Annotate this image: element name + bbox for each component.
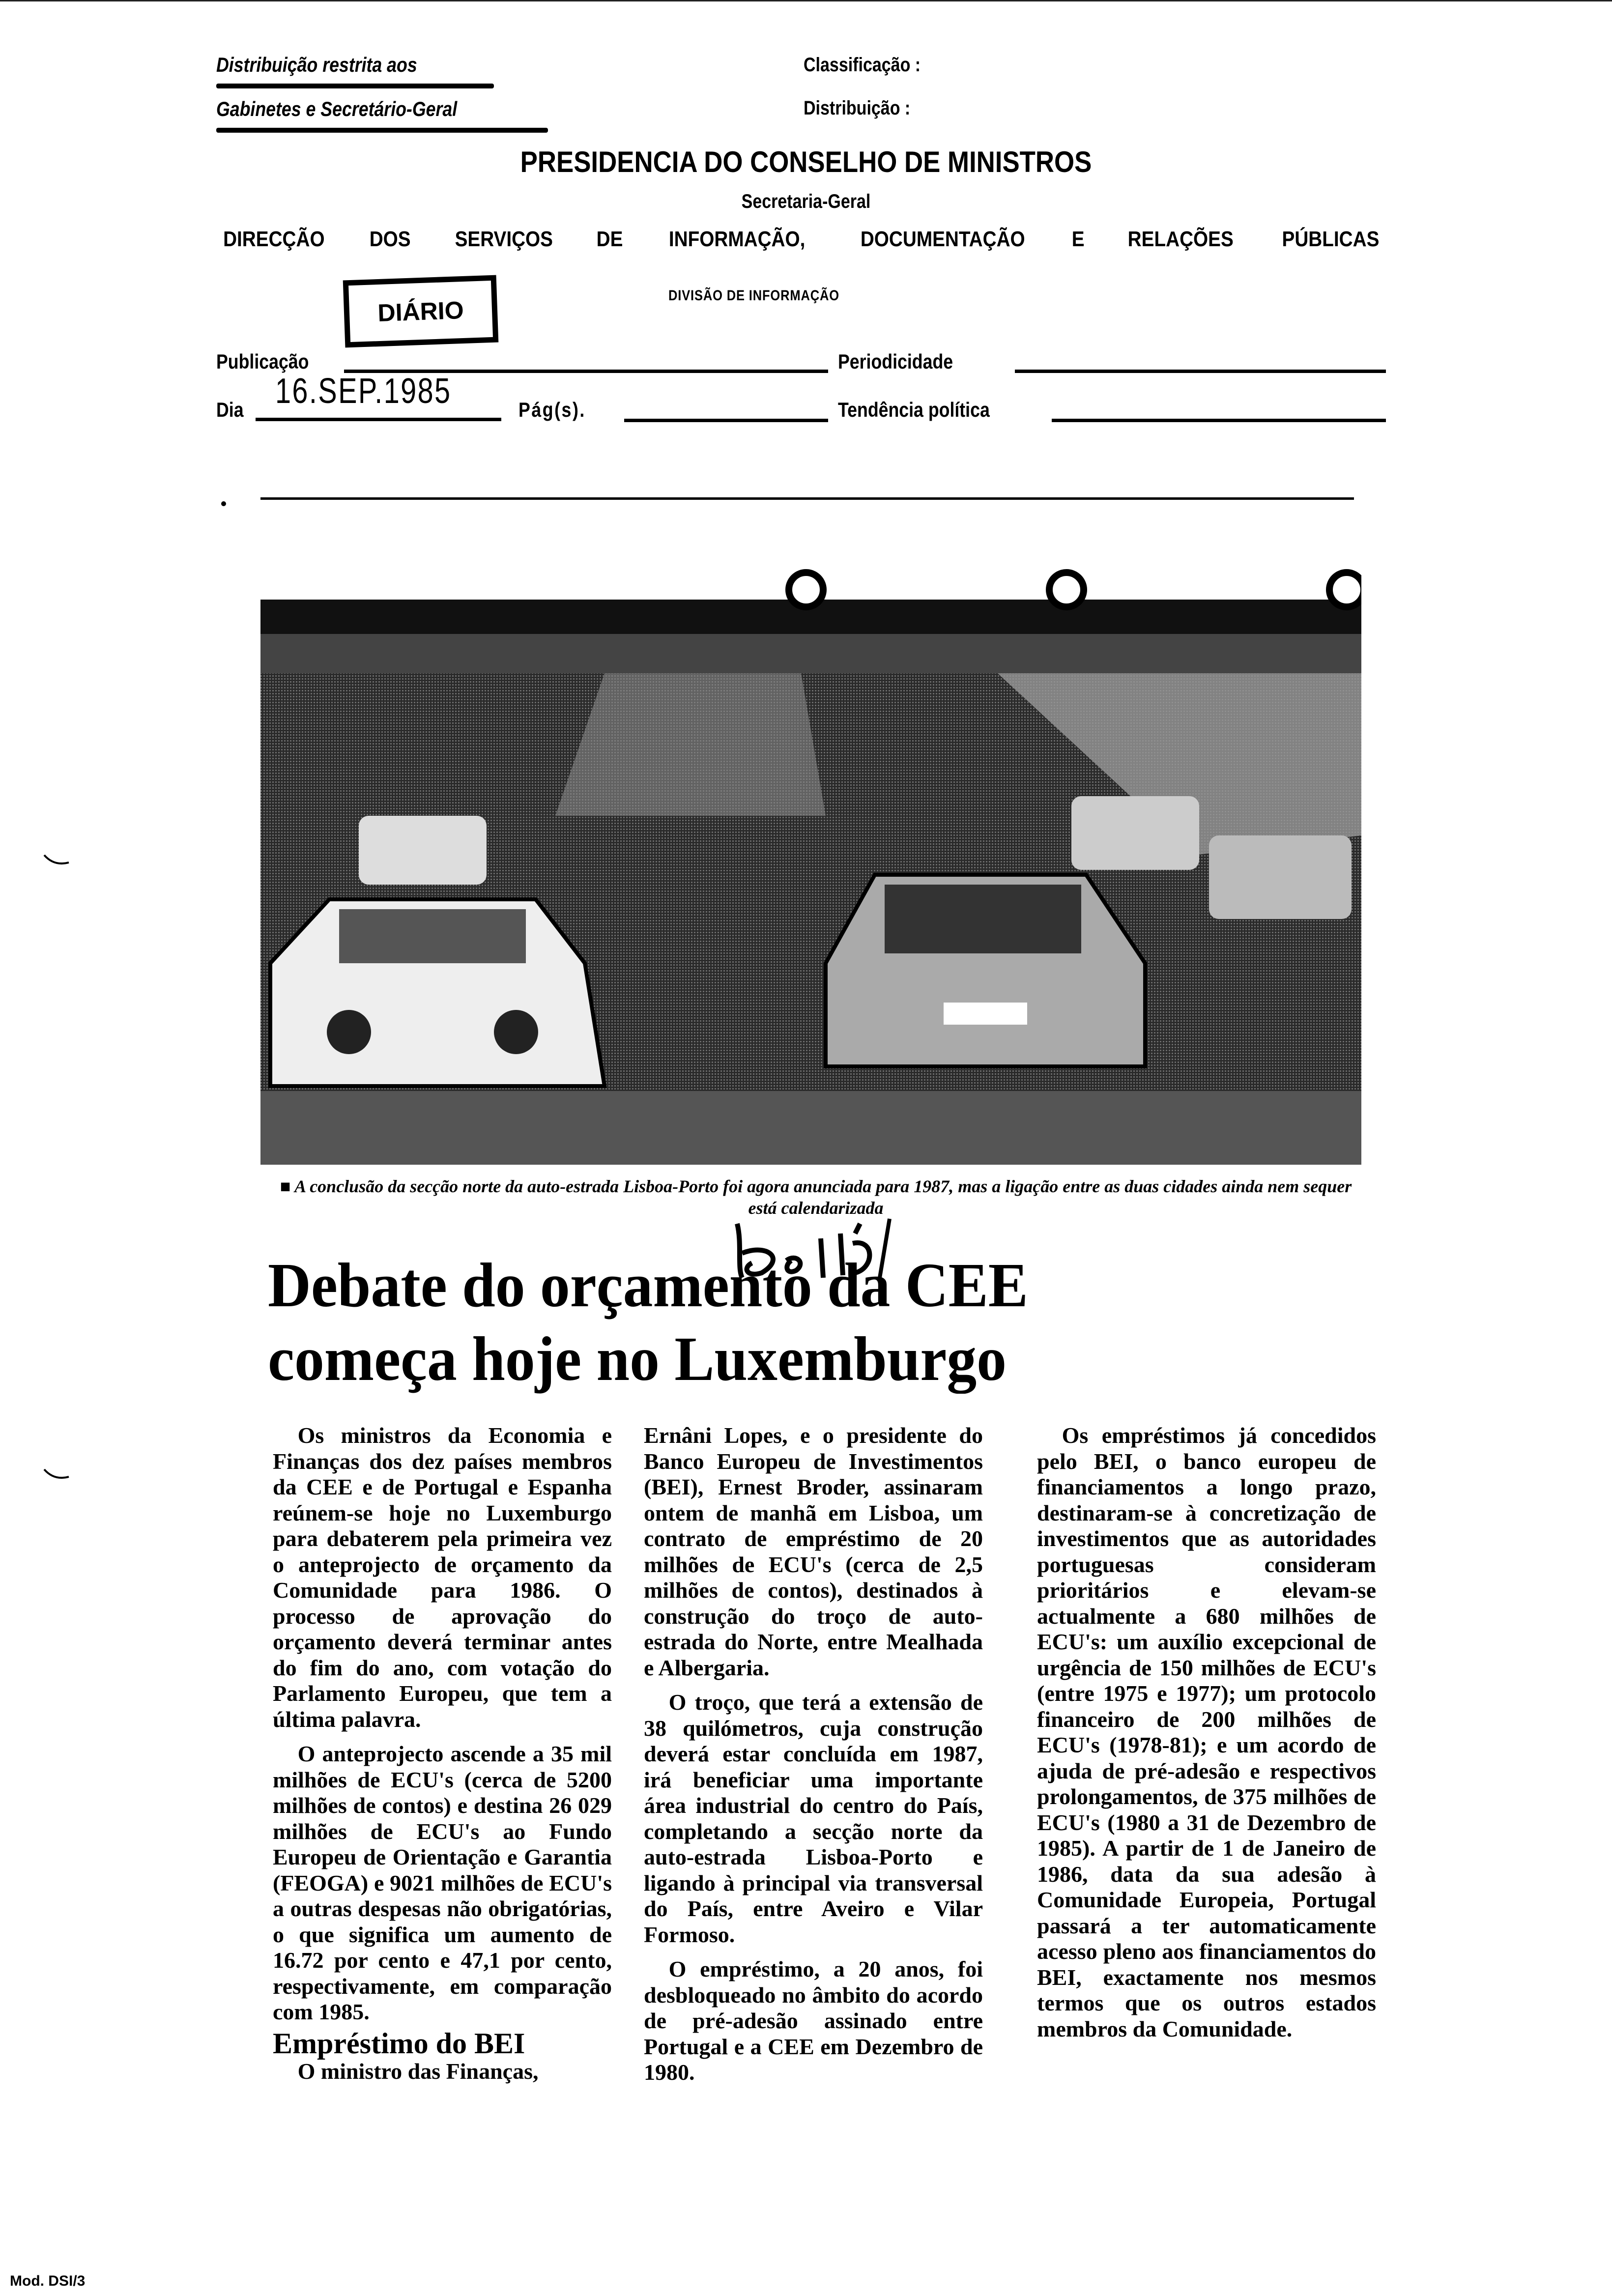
political-tendency-field [1052,419,1386,422]
scan-mark-icon [42,853,71,867]
underline [216,128,548,133]
directorate-word: RELAÇÕES [1127,227,1234,251]
paragraph: O anteprojecto ascende a 35 mil milhões de ECU's (cerca de 5200 milhões de contos) e destina 26 029 milhões de ECU's ao Fundo Europeu de Orientação e Garantia (FEOGA) e 9021 milhões de ECU's a outras despesas não obrigatórias, o que significa um aumento de 16.72 por cento e 47,1 por cento, respectivamente, em comparação com 1985. [273,1741,612,2024]
stamp-text: DIÁRIO [377,296,464,327]
pages-label: Pág(s). [518,398,586,421]
political-tendency-label: Tendência política [838,398,990,421]
sign-icon [1049,573,1084,607]
restricted-line-2: Gabinetes e Secretário-Geral [216,97,458,120]
directorate-word: SERVIÇOS [455,227,553,251]
directorate-word: PÚBLICAS [1282,227,1380,251]
caption-text: A conclusão da secção norte da auto-estrada Lisboa-Porto foi agora anunciada para 1987, mas a ligação entre as duas cidades ainda nem sequer está calendarizada [294,1177,1352,1218]
sign-icon [1329,573,1361,607]
directorate-word: DOCUMENTAÇÃO [860,227,1025,251]
paragraph: Os ministros da Economia e Finanças dos dez países membros da CEE e de Portugal e Espanha reúnem-se hoje no Luxemburgo para debaterem pela primeira vez o anteprojecto de orçamento da Comunidade para 1986. O processo de aprovação do orçamento deverá terminar antes do fim do ano, com votação do Parlamento Europeu, que tem a última palavra. [273,1423,612,1732]
day-label: Dia [216,398,244,421]
periodicity-field [1015,370,1386,373]
paragraph: O empréstimo, a 20 anos, foi desbloqueado no âmbito do acordo de pré-adesão assinado entre Portugal e a CEE em Dezembro de 1980. [644,1956,983,2085]
article-headline [268,1248,1028,1396]
highway-traffic-photo [260,560,1361,1165]
scan-top-edge [0,0,1612,1]
directorate-word: E [1072,227,1085,251]
classification-label: Classificação : [804,54,921,76]
headline-line: começa hoje no Luxemburgo [268,1324,1007,1394]
bullet-mark [221,501,226,506]
distribution-label: Distribuição : [804,97,911,119]
publication-label: Publicação [216,350,309,373]
day-field [256,418,501,421]
article-column-1 [273,1423,612,2084]
directorate-word: DOS [369,227,411,251]
underline [216,84,494,88]
subheading: Empréstimo do BEI [273,2027,525,2060]
paragraph: O troço, que terá a extensão de 38 quilómetros, cuja construção deverá estar concluída em 1987, irá beneficiar uma importante área industrial do centro do País, completando a secção norte da auto-estrada Lisboa-Porto e ligando à principal via transversal do País, entre Aveiro e Vilar Formoso. [644,1690,983,1947]
directorate-word: DE [596,227,623,251]
directorate-word: DIRECÇÃO [223,227,325,251]
photo-caption: ■ A conclusão da secção norte da auto-estrada Lisboa-Porto foi agora anunciada para 1987, mas a ligação entre as duas cidades ainda nem sequer está calendarizada [280,1177,1352,1218]
form-code: Mod. DSI/3 [10,2273,86,2289]
directorate-line [216,227,1386,252]
page-title: PRESIDENCIA DO CONSELHO DE MINISTROS [520,145,1092,178]
headline-line: Debate do orçamento da CEE [268,1250,1028,1320]
paragraph: Ernâni Lopes, e o presidente do Banco Europeu de Investimentos (BEI), Ernest Broder, assinaram ontem de manhã em Lisboa, um contrato de empréstimo de 20 milhões de ECU's (cerca de 2,5 milhões de contos), destinados à construção do troço de auto-estrada do Norte, entre Mealhada e Albergaria. [644,1423,983,1680]
article-column-3 [1037,1423,1376,2042]
day-value: 16.SEP.1985 [275,372,452,411]
division-label: DIVISÃO DE INFORMAÇÃO [668,287,839,304]
scan-mark-icon [42,1467,71,1482]
separator-rule [260,497,1354,500]
paragraph: O ministro das Finanças, [297,2058,539,2084]
periodicity-label: Periodicidade [838,350,953,373]
restricted-line-1: Distribuição restrita aos [216,53,417,76]
page-subtitle: Secretaria-Geral [741,191,871,212]
article-column-2 [644,1423,983,2086]
sign-icon [789,573,823,607]
directorate-word: INFORMAÇÃO, [668,227,805,251]
publication-stamp [343,275,499,348]
pages-field [624,419,828,422]
paragraph: Os empréstimos já concedidos pelo BEI, o banco europeu de financiamentos a longo prazo, destinaram-se à concretização de investimentos que as autoridades portuguesas consideram prioritários e elevam-se actualmente a 680 milhões de ECU's: um auxílio excepcional de urgência de 150 milhões de ECU's (entre 1975 e 1977); um protocolo financeiro de 200 milhões de ECU's (1978-81); e um acordo de ajuda de pré-adesão e respectivos prolongamentos, de 375 milhões de ECU's (1980 a 31 de Dezembro de 1985). A partir de 1 de Janeiro de 1986, data da sua adesão à Comunidade Europeia, Portugal passará a ter automaticamente acesso pleno aos financiamentos do BEI, exactamente nos mesmos termos que os outros estados membros da Comunidade. [1037,1423,1376,2041]
